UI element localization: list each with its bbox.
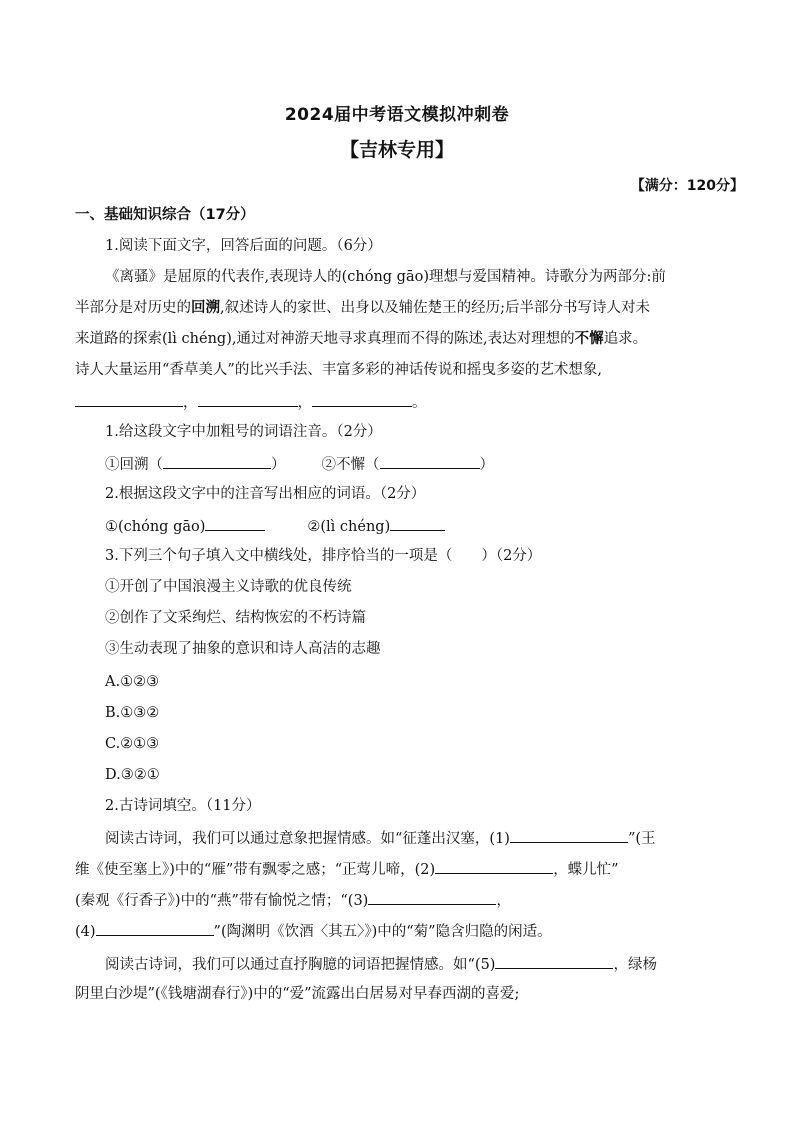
answer-blank[interactable] xyxy=(368,889,496,905)
sentence-3: ③生动表现了抽象的意识和诗人高洁的志趣 xyxy=(105,641,381,657)
passage-text: 追求。 xyxy=(603,331,648,347)
poem-text: 阅读古诗词，我们可以通过意象把握情感。如“征蓬出汉塞，(1) xyxy=(105,831,510,847)
answer-label: ①回溯（ xyxy=(105,457,163,473)
bold-word-buxie: 不懈 xyxy=(574,331,604,347)
passage-line-4: 诗人大量运用“香草美人”的比兴手法、丰富多彩的神话传说和摇曳多姿的艺术想象, xyxy=(75,362,602,378)
sub-question-3: 3.下列三个句子填入文中横线处，排序恰当的一项是（ ）（2分） xyxy=(105,548,542,564)
option-c[interactable]: C.②①③ xyxy=(105,736,160,752)
poem-text: (秦观《行香子》)中的“燕”带有愉悦之情；“(3) xyxy=(75,893,369,909)
passage-text: 来道路的探索(lì chéng),通过对神游天地寻求真理而不得的陈述,表达对理想的 xyxy=(75,331,575,347)
answer-blank[interactable] xyxy=(312,391,412,407)
sub-question-1-answers xyxy=(105,453,724,475)
passage-blanks-line xyxy=(75,391,724,413)
answer-blank[interactable] xyxy=(390,515,445,531)
poem-text: (4) xyxy=(75,924,96,940)
passage-line-2 xyxy=(75,298,724,318)
answer-label: ②不懈（ xyxy=(321,457,380,473)
answer-blank[interactable] xyxy=(75,391,183,407)
sub-question-2-answers xyxy=(105,515,724,537)
sentence-1: ①开创了中国浪漫主义诗歌的优良传统 xyxy=(105,579,352,595)
poem-line-6: 阴里白沙堤”(《钱塘湖春行》)中的“爱”流露出白居易对早春西湖的喜爱; xyxy=(75,986,520,1002)
full-score: 【满分：120分】 xyxy=(630,178,744,194)
bold-word-huisu: 回溯 xyxy=(191,300,220,316)
passage-text: ,叙述诗人的家世、出身以及辅佐楚王的经历;后半部分书写诗人对未 xyxy=(220,300,650,316)
answer-blank[interactable] xyxy=(435,858,553,874)
separator: 。 xyxy=(412,395,427,411)
passage-text: 半部分是对历史的 xyxy=(75,300,191,316)
separator: ， xyxy=(297,395,312,411)
poem-text: 阅读古诗词，我们可以通过直抒胸臆的词语把握情感。如“(5) xyxy=(105,957,496,973)
separator: ， xyxy=(183,395,198,411)
answer-label: ②(lì chéng) xyxy=(307,519,391,535)
answer-blank[interactable] xyxy=(380,453,480,469)
answer-blank[interactable] xyxy=(163,453,271,469)
sub-question-1: 1.给这段文字中加粗号的词语注音。（2分） xyxy=(105,424,382,440)
poem-text: ”(陶渊明《饮酒〈其五〉》)中的“菊”隐含归隐的闲适。 xyxy=(213,924,552,940)
poem-text: ，绿杨 xyxy=(613,957,657,973)
answer-label: ） xyxy=(271,457,286,473)
question-2-intro: 2.古诗词填空。（11分） xyxy=(105,798,261,814)
answer-blank[interactable] xyxy=(510,827,628,843)
exam-title: 2024届中考语文模拟冲刺卷 xyxy=(284,105,510,125)
answer-label: ） xyxy=(479,457,494,473)
poem-line-2 xyxy=(75,858,724,880)
question-1-intro: 1.阅读下面文字，回答后面的问题。（6分） xyxy=(105,238,382,254)
answer-blank[interactable] xyxy=(205,515,265,531)
section-heading: 一、基础知识综合（17分） xyxy=(75,207,255,223)
answer-label: ①(chóng gāo) xyxy=(105,519,206,535)
poem-line-4 xyxy=(75,920,724,942)
answer-blank[interactable] xyxy=(198,391,298,407)
poem-line-3 xyxy=(75,889,724,911)
sentence-2: ②创作了文采绚烂、结构恢宏的不朽诗篇 xyxy=(105,610,366,626)
poem-text: 维《使至塞上》)中的“雁”带有飘零之感；“正莺儿啼，(2) xyxy=(75,862,436,878)
poem-text: ”(王 xyxy=(627,831,656,847)
exam-subtitle: 【吉林专用】 xyxy=(339,139,454,161)
poem-line-1 xyxy=(105,827,724,849)
sub-question-2: 2.根据这段文字中的注音写出相应的词语。（2分） xyxy=(105,486,426,502)
option-d[interactable]: D.③②① xyxy=(105,767,160,783)
poem-line-5 xyxy=(105,953,724,975)
option-a[interactable]: A.①②③ xyxy=(105,674,160,690)
answer-blank[interactable] xyxy=(96,920,214,936)
option-b[interactable]: B.①③② xyxy=(105,705,160,721)
poem-text: ，蝶儿忙” xyxy=(553,862,619,878)
passage-line-1: 《离骚》是屈原的代表作,表现诗人的(chóng gāo)理想与爱国精神。诗歌分为两部分:前 xyxy=(105,269,666,285)
poem-text: ， xyxy=(496,893,511,909)
answer-blank[interactable] xyxy=(495,953,613,969)
passage-line-3 xyxy=(75,329,724,349)
